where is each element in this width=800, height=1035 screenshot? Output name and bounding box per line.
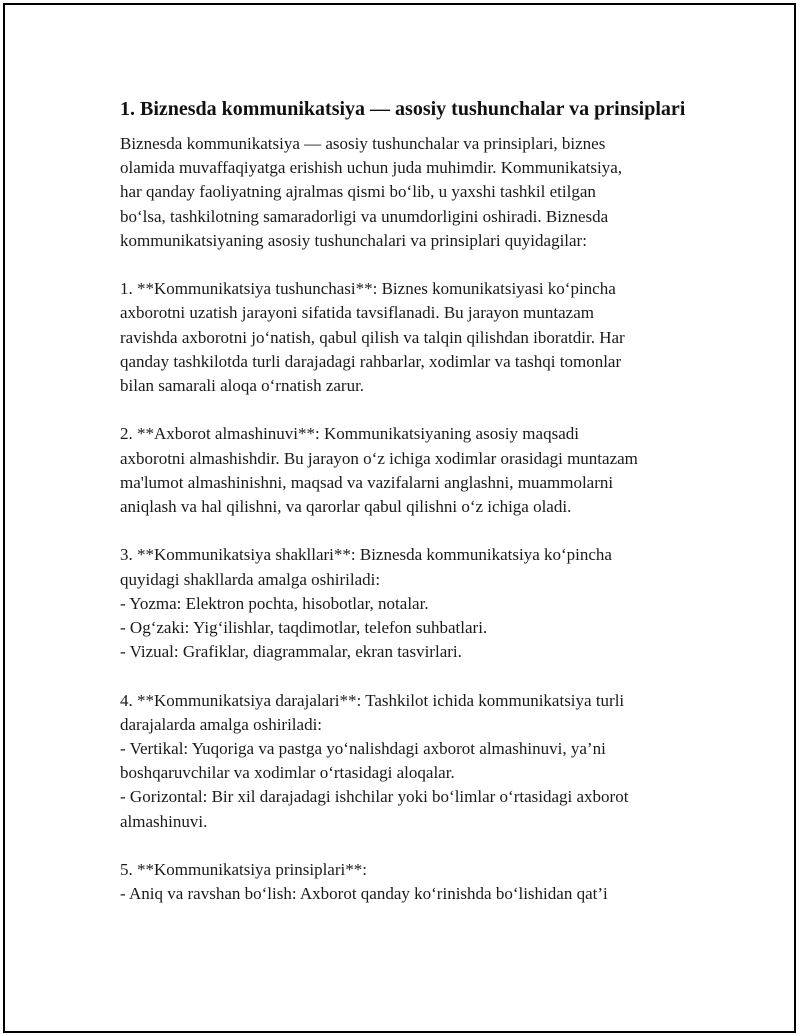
section-1-paragraph: 1. **Kommunikatsiya tushunchasi**: Biznes komunikatsiyasi koʻpincha axborotni uzatish jarayoni sifatida tavsiflanadi. Bu jarayon muntazam ravishda axborotni joʻnatish, qabul qilish va talqin qilishdan iboratdir. Har qanday tashkilotda turli darajadagi rahbarlar, xodimlar va tashqi tomonlar bilan samarali aloqa oʻrnatish zarur. (120, 279, 625, 396)
document-page (3, 3, 796, 1033)
section-5-paragraph: 5. **Kommunikatsiya prinsiplari**: - Aniq va ravshan boʻlish: Axborot qanday koʻrinishda boʻlishidan qat’i (120, 860, 608, 904)
document-title: 1. Biznesda kommunikatsiya — asosiy tushunchalar va prinsiplari (120, 98, 686, 120)
section-2-paragraph: 2. **Axborot almashinuvi**: Kommunikatsiyaning asosiy maqsadi axborotni almashishdir. Bu jarayon oʻz ichiga xodimlar orasidagi muntazam ma'lumot almashinishni, maqsad va vazifalarni anglashni, muammolarni aniqlash va hal qilishni, va qarorlar qabul qilishni oʻz ichiga oladi. (120, 424, 638, 517)
paragraph-spacer (120, 398, 700, 422)
section-3-paragraph: 3. **Kommunikatsiya shakllari**: Biznesda kommunikatsiya koʻpincha quyidagi shakllarda amalga oshiriladi: - Yozma: Elektron pochta, hisobotlar, notalar. - Ogʻzaki: Yigʻilishlar, taqdimotlar, telefon suhbatlari. - Vizual: Grafiklar, diagrammalar, ekran tasvirlari. (120, 545, 612, 662)
paragraph-spacer (120, 519, 700, 543)
paragraph-spacer (120, 834, 700, 858)
paragraph-spacer (120, 664, 700, 688)
section-4-paragraph: 4. **Kommunikatsiya darajalari**: Tashkilot ichida kommunikatsiya turli darajalarda amalga oshiriladi: - Vertikal: Yuqoriga va pastga yoʻnalishdagi axborot almashinuvi, ya’ni boshqaruvchilar va xodimlar oʻrtasidagi aloqalar. - Gorizontal: Bir xil darajadagi ishchilar yoki boʻlimlar oʻrtasidagi axborot almashinuvi. (120, 690, 629, 831)
paragraph-spacer (120, 253, 700, 277)
document-body (120, 95, 700, 906)
intro-paragraph: Biznesda kommunikatsiya — asosiy tushunchalar va prinsiplari, biznes olamida muvaffaqiyatga erishish uchun juda muhimdir. Kommunikatsiya, har qanday faoliyatning ajralmas qismi boʻlib, u yaxshi tashkil etilgan boʻlsa, tashkilotning samaradorligi va unumdorligini oshiradi. Biznesda kommunikatsiyaning asosiy tushunchalari va prinsiplari quyidagilar: (120, 134, 623, 250)
